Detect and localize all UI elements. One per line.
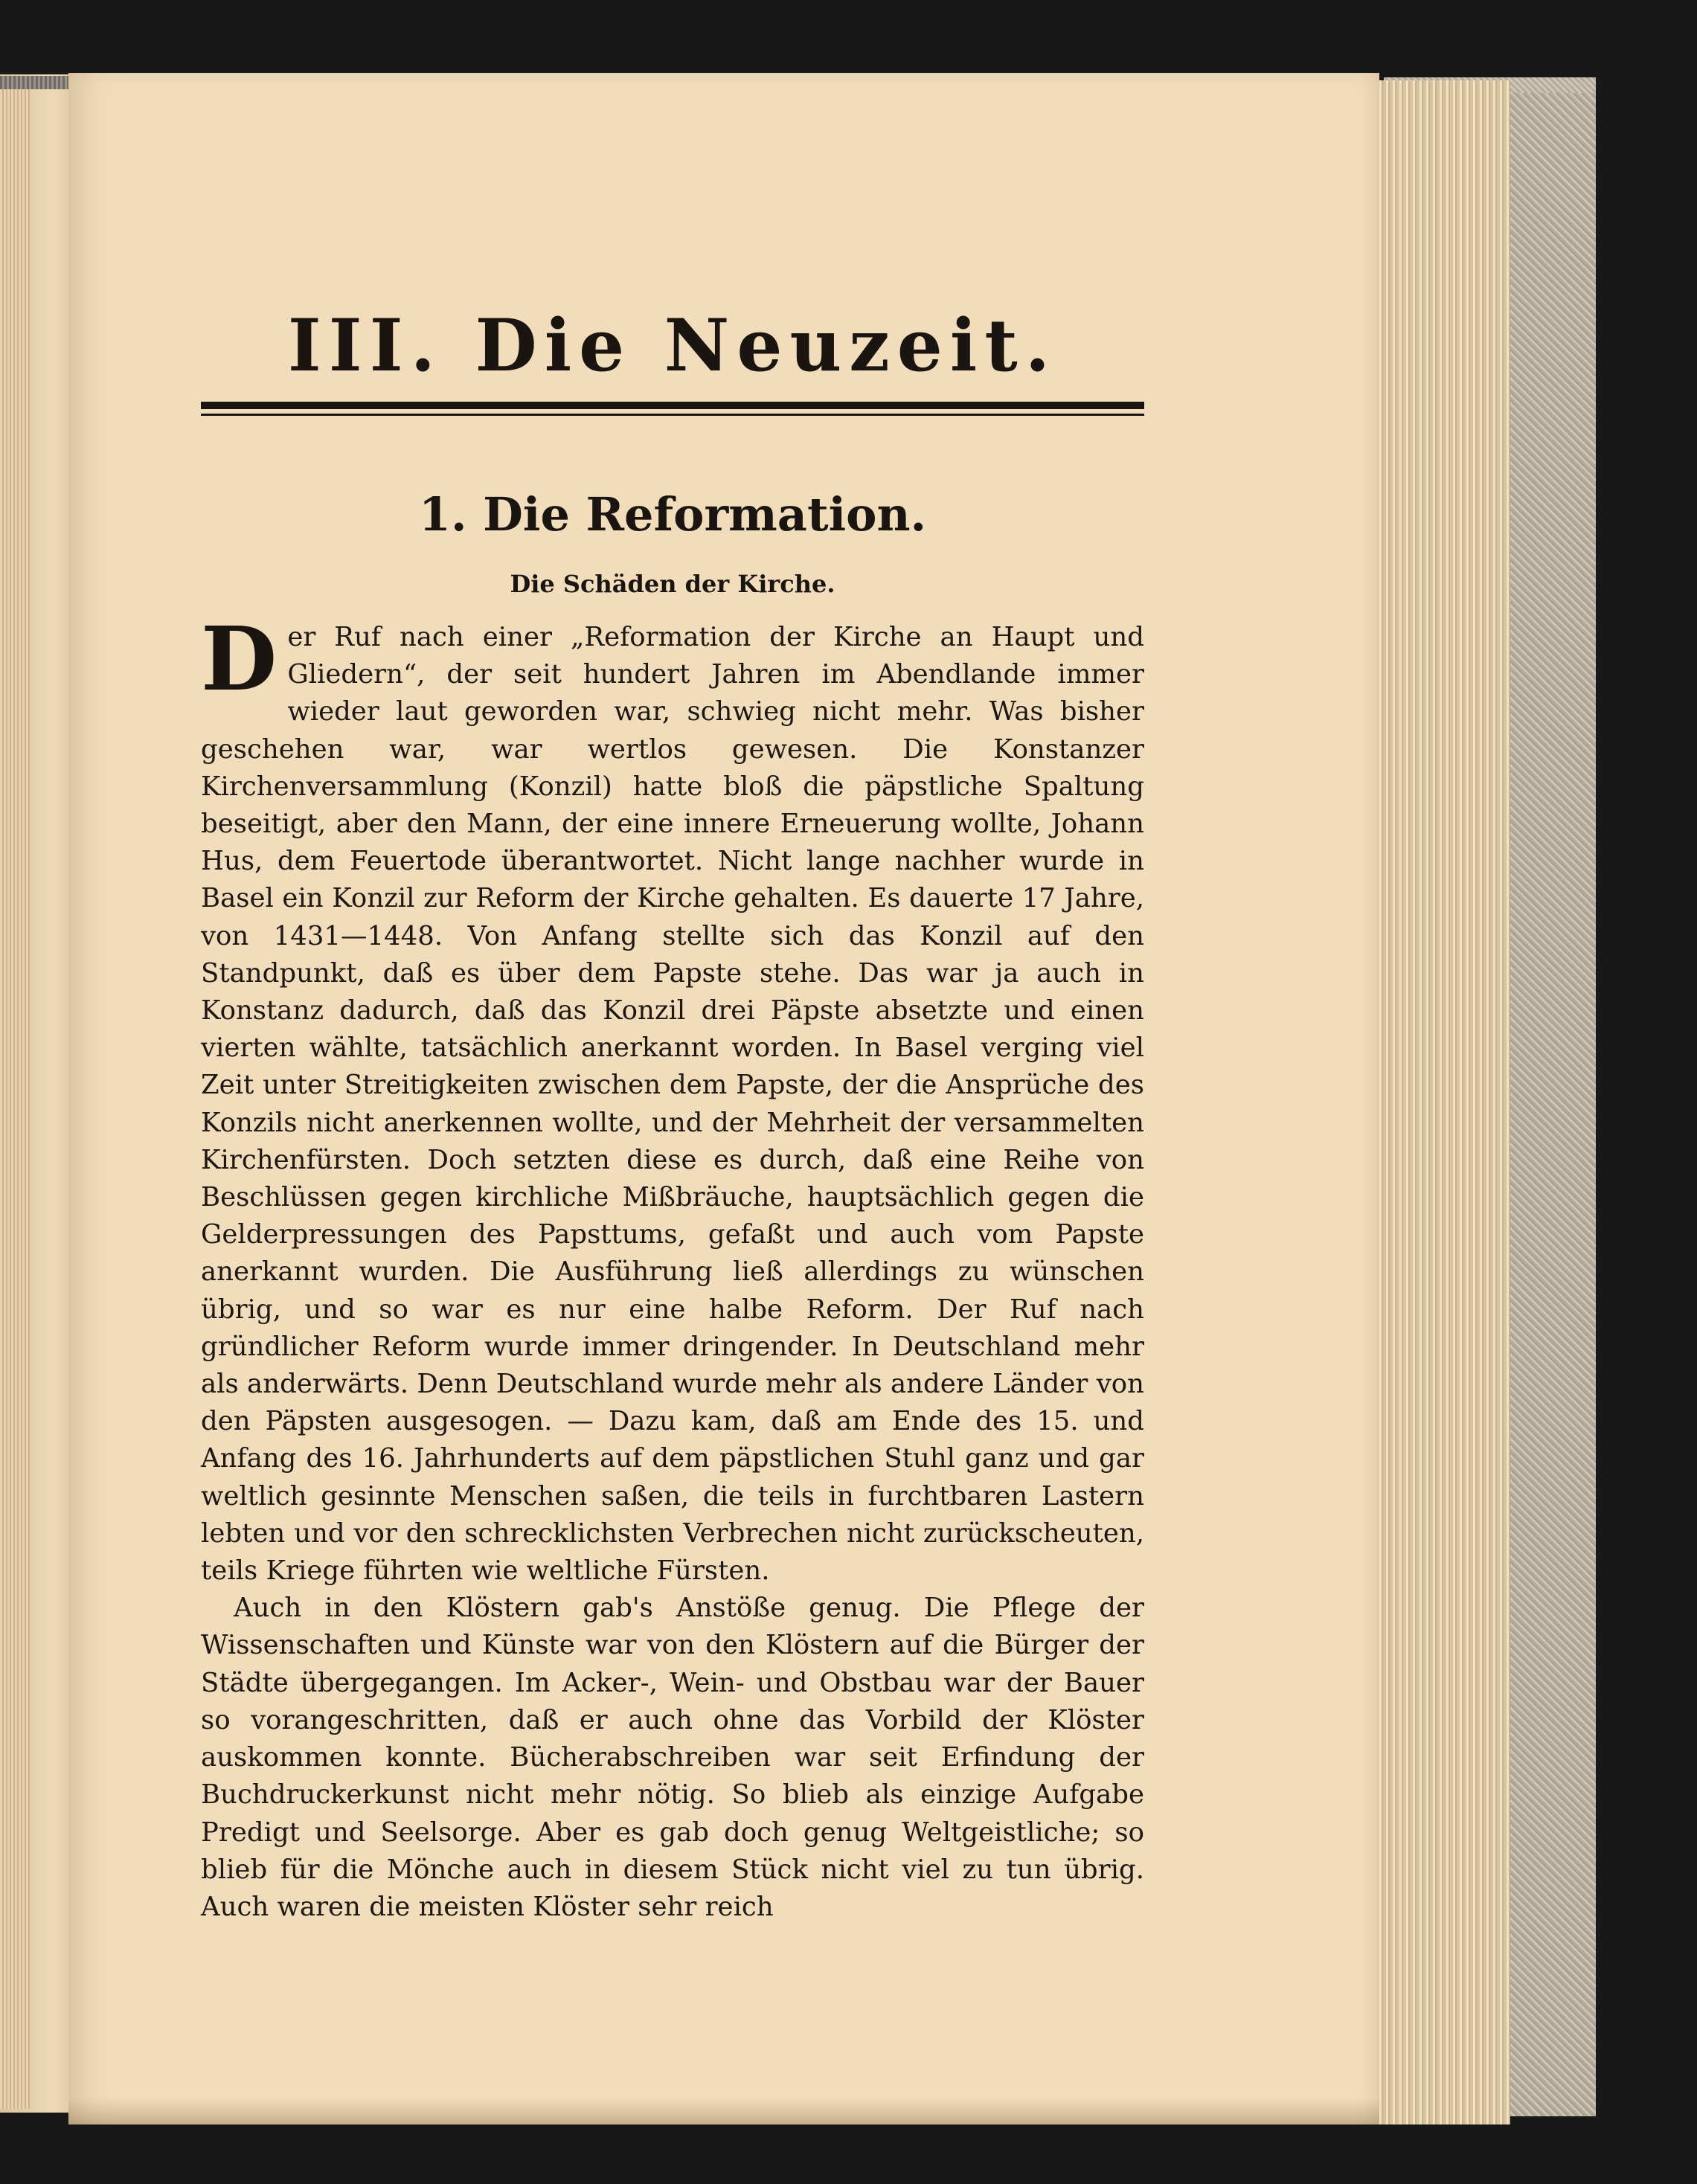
book-spine <box>0 76 77 89</box>
paragraph-1 <box>201 607 1144 1590</box>
chapter-title: III. Die Neuzeit. <box>287 303 1058 388</box>
title-rule-thick <box>201 402 1144 409</box>
show-through-header <box>201 237 1144 266</box>
section-title: 1. Die Reformation. <box>418 487 927 542</box>
drop-cap: D <box>201 607 278 710</box>
paragraph-1-text: er Ruf nach einer „Reformation der Kirche an Haupt und Gliedern“, der seit hundert Jahren im Abendlande immer wieder laut geworden war, schwieg nicht mehr. Was bisher geschehen war, war wertlos gewesen. Die Konstanzer Kirchenversammlung (Konzil) hatte bloß die päpstliche Spaltung beseitigt, aber den Mann, der eine innere Erneuerung wollte, Johann Hus, dem Feuertode überantwortet. Nicht lange nachher wurde in Basel ein Konzil zur Reform der Kirche gehalten. Es dauerte 17 Jahre, von 1431—1448. Von Anfang stellte sich das Konzil auf den Standpunkt, daß es über dem Papste stehe. Das war ja auch in Konstanz dadurch, daß das Konzil drei Päpste absetzte und einen vierten wählte, tatsächlich anerkannt worden. In Basel verging viel Zeit unter Streitigkeiten zwischen dem Papste, der die Ansprüche des Konzils nicht anerkennen wollte, und der Mehrheit der versammelten Kirchenfürsten. Doch setzten diese es durch, daß eine Reihe von Beschlüssen gegen kirchliche Mißbräuche, hauptsächlich gegen die Gelderpressungen des Papsttums, gefaßt und auch vom Papste anerkannt wurden. Die Ausführung ließ allerdings zu wünschen übrig, und so war es nur eine halbe Reform. Der Ruf nach gründlicher Reform wurde immer dringender. In Deutschland mehr als anderwärts. Denn Deutschland wurde mehr als andere Länder von den Päpsten ausgesogen. — Dazu kam, daß am Ende des 15. und Anfang des 16. Jahrhunderts auf dem päpstlichen Stuhl ganz und gar weltlich gesinnte Menschen saßen, die teils in furchtbaren Lastern lebten und vor den schrecklichsten Verbrechen nicht zurückscheuten, teils Kriege führten wie weltliche Fürsten. <box>201 622 1144 1587</box>
subsection-title: Die Schäden der Kirche. <box>510 570 835 598</box>
paragraph-2: Auch in den Klöstern gab's Anstöße genug. Die Pflege der Wissenschaften und Künste war von den Klöstern auf die Bürger der Städte übergegangen. Im Acker-, Wein- und Obstbau war der Bauer so vorangeschritten, daß er auch ohne das Vorbild der Klöster auskommen konnte. Bücherabschreiben war seit Erfindung der Buchdruckerkunst nicht mehr nötig. So blieb als einzige Aufgabe Predigt und Seelsorge. Aber es gab doch genug Weltgeistliche; so blieb für die Mönche auch in diesem Stück nicht viel zu tun übrig. Auch waren die meisten Klöster sehr reich <box>201 1593 1144 1922</box>
book-cover-cloth <box>1510 93 1596 2116</box>
left-page-edge <box>0 78 30 2109</box>
page-stack-edge <box>1376 80 1510 2124</box>
page-shadow <box>68 2098 1379 2124</box>
title-rule-thin <box>201 414 1144 416</box>
body-text <box>201 607 1144 1926</box>
